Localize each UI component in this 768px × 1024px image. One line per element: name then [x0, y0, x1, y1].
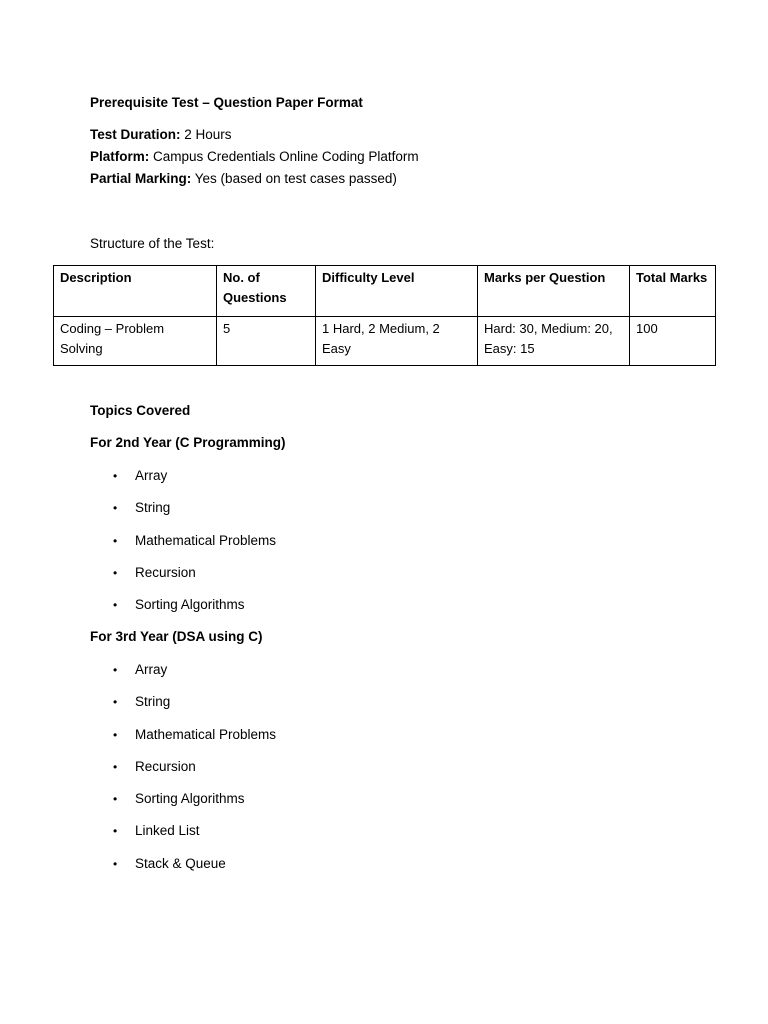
- list-item-label: Sorting Algorithms: [135, 791, 245, 807]
- document-title: Prerequisite Test – Question Paper Format: [90, 95, 363, 110]
- list-item-label: Stack & Queue: [135, 855, 226, 871]
- detail-label: Partial Marking:: [90, 171, 192, 186]
- list-item-label: Sorting Algorithms: [135, 597, 245, 613]
- list-item-label: Mathematical Problems: [135, 532, 277, 548]
- bullet-icon: •: [113, 727, 118, 742]
- bullet-icon: •: [113, 598, 118, 613]
- table-header-cell: Marks per Question: [478, 266, 630, 317]
- list-item: [113, 758, 276, 790]
- bullet-icon: •: [113, 759, 118, 774]
- detail-label: Platform:: [90, 149, 150, 164]
- section-heading-3rd-year: For 3rd Year (DSA using C): [90, 629, 263, 644]
- list-item-label: String: [135, 694, 171, 710]
- list-item: [113, 855, 276, 887]
- table-header-row: [54, 266, 716, 317]
- topic-list-2nd-year: [113, 467, 276, 628]
- list-item: [113, 499, 276, 531]
- bullet-icon: •: [113, 663, 118, 677]
- list-item-label: Array: [135, 468, 168, 483]
- table-cell: 100: [630, 317, 716, 366]
- table-cell: 1 Hard, 2 Medium, 2 Easy: [316, 317, 478, 366]
- bullet-icon: •: [113, 469, 118, 483]
- table-cell: Hard: 30, Medium: 20, Easy: 15: [478, 317, 630, 366]
- bullet-icon: •: [113, 695, 118, 710]
- table-cell: Coding – Problem Solving: [54, 317, 217, 366]
- list-item-label: Recursion: [135, 758, 196, 774]
- detail-value: Campus Credentials Online Coding Platform: [149, 149, 419, 164]
- list-item-label: Array: [135, 662, 168, 677]
- detail-partial-marking: [90, 170, 397, 188]
- list-item-label: Linked List: [135, 823, 200, 839]
- detail-test-duration: [90, 126, 232, 144]
- topic-list-3rd-year: [113, 661, 276, 887]
- list-item-label: Mathematical Problems: [135, 726, 277, 742]
- table-row: [54, 317, 716, 366]
- list-item: [113, 596, 276, 628]
- detail-value: 2 Hours: [180, 127, 232, 142]
- section-heading-2nd-year: For 2nd Year (C Programming): [90, 435, 286, 450]
- structure-table: [53, 265, 716, 366]
- bullet-icon: •: [113, 856, 118, 871]
- list-item: [113, 790, 276, 822]
- list-item: [113, 693, 276, 725]
- table-header-cell: Total Marks: [630, 266, 716, 317]
- bullet-icon: •: [113, 501, 118, 516]
- table-cell: 5: [217, 317, 316, 366]
- list-item: [113, 467, 276, 499]
- bullet-icon: •: [113, 824, 118, 839]
- detail-platform: [90, 148, 419, 166]
- table-header-cell: Difficulty Level: [316, 266, 478, 317]
- topics-heading: Topics Covered: [90, 403, 191, 418]
- list-item: [113, 822, 276, 854]
- structure-heading: Structure of the Test:: [90, 236, 215, 251]
- list-item: [113, 726, 276, 758]
- detail-label: Test Duration:: [90, 127, 181, 142]
- list-item: [113, 564, 276, 596]
- list-item-label: Recursion: [135, 564, 196, 580]
- bullet-icon: •: [113, 533, 118, 548]
- table-header-cell: No. of Questions: [217, 266, 316, 317]
- list-item-label: String: [135, 500, 171, 516]
- detail-value: Yes (based on test cases passed): [191, 171, 397, 186]
- bullet-icon: •: [113, 565, 118, 580]
- list-item: [113, 532, 276, 564]
- list-item: [113, 661, 276, 693]
- table-header-cell: Description: [54, 266, 217, 317]
- bullet-icon: •: [113, 792, 118, 807]
